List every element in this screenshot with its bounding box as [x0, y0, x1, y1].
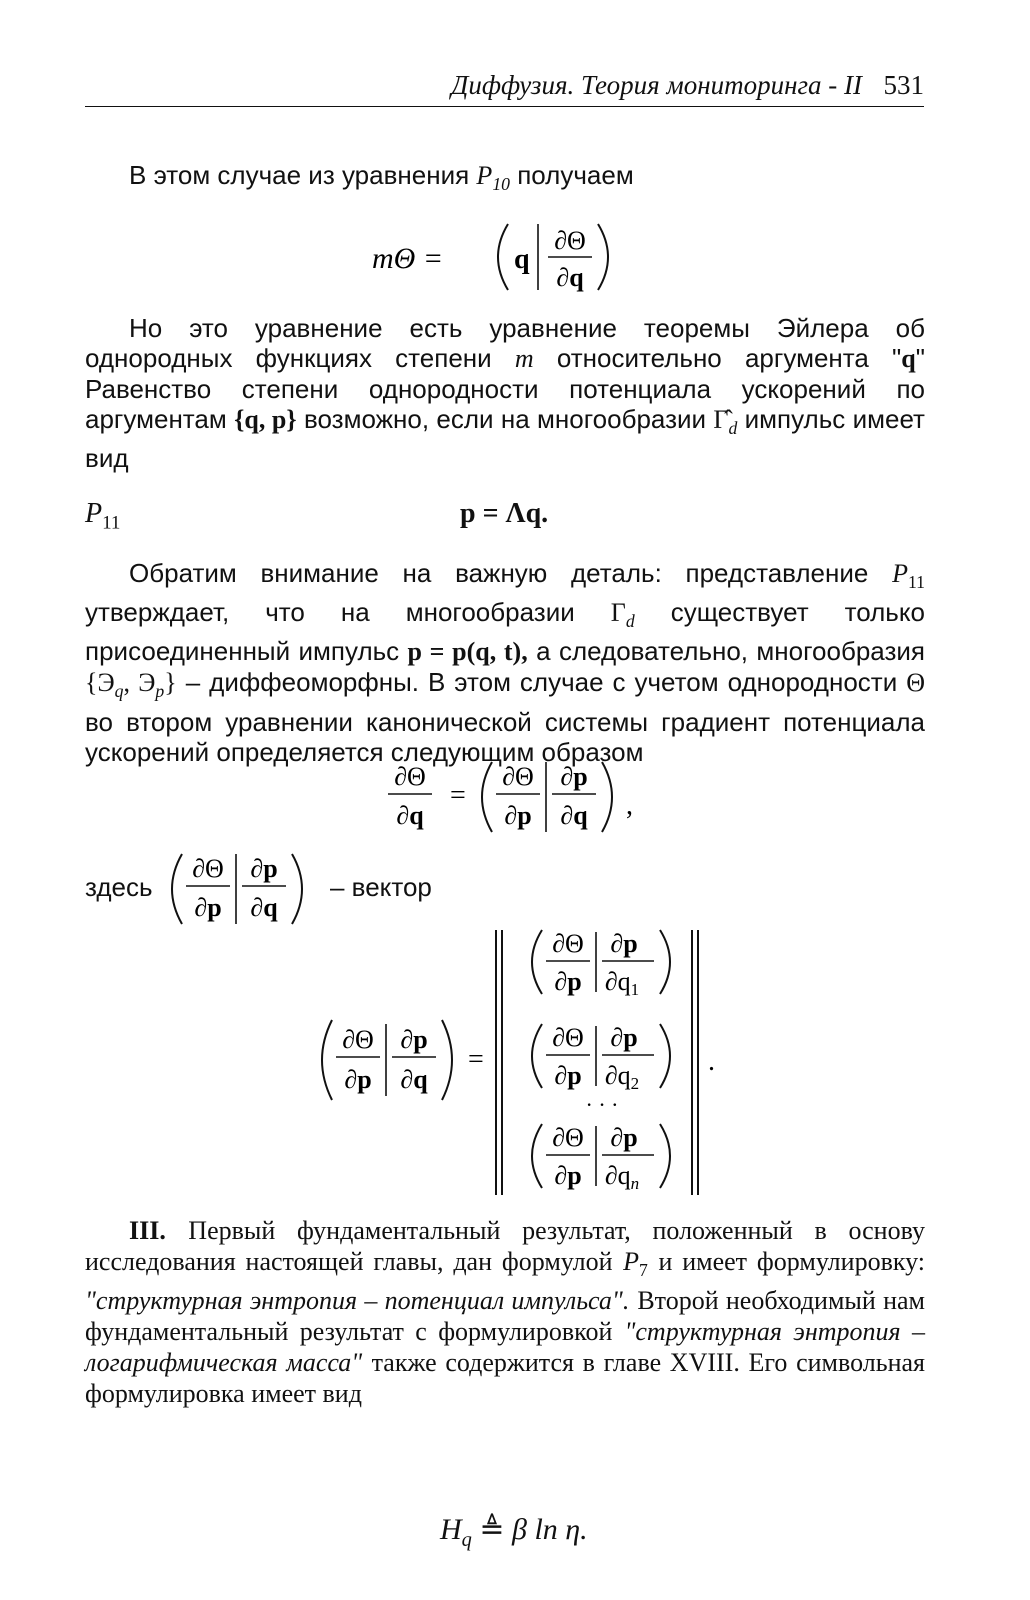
svg-text:∂q1 — [605, 967, 639, 999]
svg-text:∂q2 — [605, 1061, 639, 1093]
lhs-a-denominator: ∂p — [344, 1065, 372, 1094]
b-numerator: ∂p — [560, 762, 588, 791]
lhs-denominator: ∂q — [396, 801, 424, 830]
equation-label-p11: $P_{11}$ — [85, 498, 121, 534]
rown-a-numerator: ∂Θ — [552, 1123, 584, 1152]
vector-row-n — [532, 1123, 670, 1193]
eq1-q: q — [514, 244, 530, 275]
lhs-b-numerator: ∂p — [400, 1025, 428, 1054]
trailing-period: . — [708, 1046, 715, 1077]
rown-a-denominator: ∂p — [554, 1161, 582, 1190]
equation-p-lambda-q: p = Λq. — [460, 498, 549, 529]
running-header — [85, 70, 924, 107]
b-denominator: ∂q — [250, 893, 278, 922]
row2-a-numerator: ∂Θ — [552, 1023, 584, 1052]
svg-text:∂qn — [605, 1161, 639, 1193]
equals-sign: = — [468, 1044, 484, 1075]
row1-a-denominator: ∂p — [554, 967, 582, 996]
rown-b-denominator: ∂q — [604, 1161, 631, 1190]
equals-sign: = — [450, 780, 466, 811]
a-numerator: ∂Θ — [192, 854, 224, 883]
row1-b-subscript: 1 — [630, 980, 640, 999]
paragraph-detail: Обратим внимание на важную деталь: представление $P_{11}$ утверждает, что на многообразии $\Gamma_d$ существует только присоединенный импульс p = p(q, t), а следовательно, многообразия {$Э_q$, $Э_p$} – диффеоморфны. В этом случае с учетом однородности Θ во втором уравнении канонической системы градиент потенциала ускорений определяется следующим образом — [85, 558, 925, 767]
equation-vector-components — [310, 920, 730, 1205]
equation-structural-entropy: $H_q$ ≜ β ln η. — [440, 1513, 588, 1551]
word-zdes: здесь — [85, 872, 153, 902]
row2-b-numerator: ∂p — [610, 1023, 638, 1052]
eq1-denominator: ∂q — [556, 263, 584, 292]
lhs-a-numerator: ∂Θ — [342, 1025, 374, 1054]
a-denominator: ∂p — [504, 801, 532, 830]
vector-row-2 — [532, 1023, 670, 1093]
page-number: 531 — [883, 70, 924, 100]
rown-b-subscript: n — [630, 1174, 640, 1193]
b-numerator: ∂p — [250, 854, 278, 883]
row1-b-numerator: ∂p — [610, 929, 638, 958]
left-paren — [172, 854, 182, 924]
row2-a-denominator: ∂p — [554, 1061, 582, 1090]
eq1-numerator: ∂Θ — [554, 226, 586, 255]
rown-b-numerator: ∂p — [610, 1123, 638, 1152]
inline-vector-expression — [160, 844, 320, 934]
paragraph-intro: В этом случае из уравнения $P_{10}$ получаем — [129, 160, 634, 195]
paragraph-results: III. Первый фундаментальный результат, положенный в основу исследования настоящей главы, дан формулой $P_7$ и имеет формулировку: "структурная энтропия – потенциал импульса". Второй необходимый нам фундаментальный результат с формулировкой "структурная энтропия – логарифмическая масса" также содержится в главе XVIII. Его символьная формулировка имеет вид — [85, 1216, 925, 1409]
lhs-left-paren — [322, 1020, 332, 1100]
left-paren — [498, 224, 508, 290]
lhs-numerator: ∂Θ — [394, 762, 426, 791]
row1-a-numerator: ∂Θ — [552, 929, 584, 958]
row2-b-subscript: 2 — [630, 1074, 640, 1093]
vertical-ellipsis-dots: · · · — [585, 1092, 619, 1117]
equation-gradient — [380, 752, 670, 842]
right-paren — [602, 762, 612, 832]
lhs-right-paren — [442, 1020, 452, 1100]
left-paren — [482, 762, 492, 832]
a-numerator: ∂Θ — [502, 762, 534, 791]
right-paren — [292, 854, 302, 924]
row1-b-denominator: ∂q — [604, 967, 631, 996]
equation-m-theta — [360, 212, 660, 302]
eq1-lhs: mΘ = — [372, 242, 444, 275]
vector-row-1 — [532, 929, 670, 999]
right-paren — [598, 224, 608, 290]
lhs-b-denominator: ∂q — [400, 1065, 428, 1094]
a-denominator: ∂p — [194, 893, 222, 922]
row2-b-denominator: ∂q — [604, 1061, 631, 1090]
b-denominator: ∂q — [560, 801, 588, 830]
trailing-comma: , — [626, 790, 633, 821]
running-title: Диффузия. Теория мониторинга - II — [451, 70, 862, 100]
paragraph-euler: Но это уравнение есть уравнение теоремы Эйлера об однородных функциях степени m относительно аргумента "q" Равенство степени однородности потенциала ускорений по аргументам {q, p} возможно, если на многообразии $\Gammâ_d$ импульс имеет вид — [85, 313, 925, 474]
word-vektor: – вектор — [330, 872, 432, 902]
